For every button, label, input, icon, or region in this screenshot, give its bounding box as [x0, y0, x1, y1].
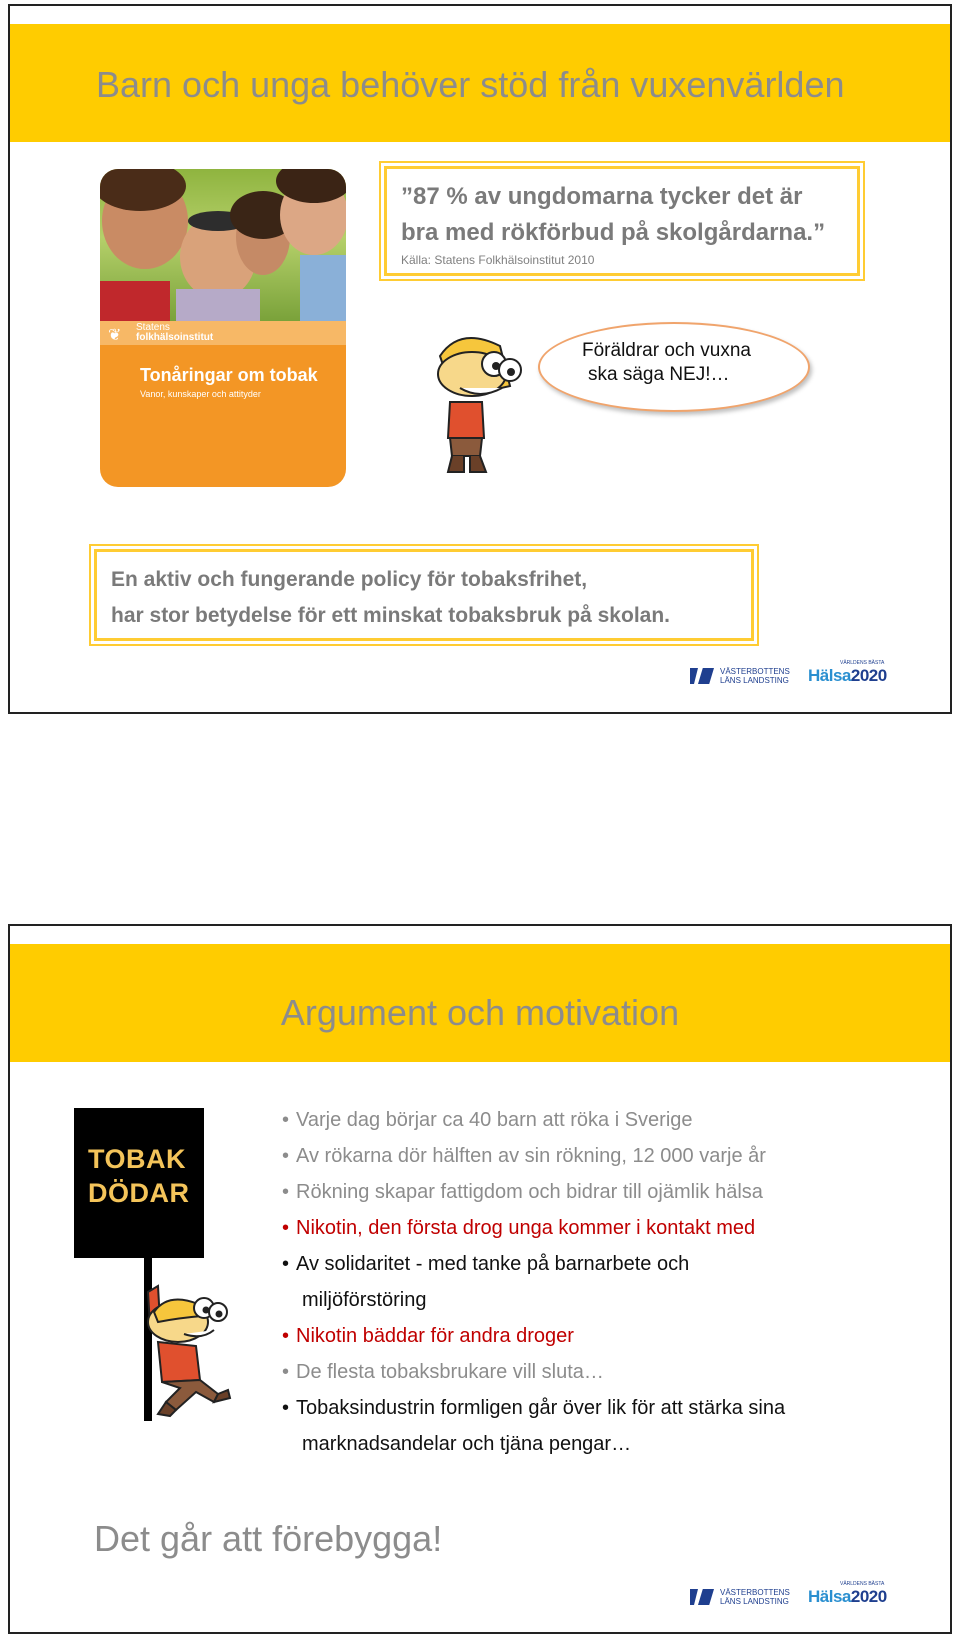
vll-logo-text: VÄSTERBOTTENS LÄNS LANDSTING: [720, 667, 790, 685]
halsa-2020-logo: Hälsa2020: [808, 666, 887, 685]
slide-1: [8, 4, 952, 714]
list-item: • Tobaksindustrin formligen går över lik för att stärka sina marknadsandelar och tjäna pengar…: [282, 1390, 922, 1462]
brochure-cover-image: [100, 169, 346, 487]
vll-logo-text: VÄSTERBOTTENS LÄNS LANDSTING: [720, 1588, 790, 1606]
speech-line-2: ska säga NEJ!…: [588, 364, 730, 385]
teenagers-photo: [100, 169, 346, 321]
list-item: • Nikotin, den första drog unga kommer i kontakt med: [282, 1210, 922, 1246]
halsa-2020-logo: Hälsa2020: [808, 1587, 887, 1606]
closing-statement: Det går att förebygga!: [94, 1518, 443, 1559]
argument-list: [282, 1102, 922, 1462]
speech-bubble: [538, 322, 810, 412]
policy-box: [94, 549, 754, 641]
quote-line-2: bra med rökförbud på skolgårdarna.”: [401, 219, 826, 246]
sign-line-2: DÖDAR: [88, 1178, 190, 1208]
list-item: • Rökning skapar fattigdom och bidrar till ojämlik hälsa: [282, 1174, 922, 1210]
list-item: • Varje dag börjar ca 40 barn att röka i Sverige: [282, 1102, 922, 1138]
list-item: • Av rökarna dör hälften av sin rökning, 12 000 varje år: [282, 1138, 922, 1174]
slide-2-title: Argument och motivation: [280, 992, 680, 1033]
quote-source: Källa: Statens Folkhälsoinstitut 2010: [401, 253, 595, 267]
cartoon-character-icon: [410, 326, 528, 476]
protesting-cartoon-icon: [118, 1282, 238, 1422]
policy-line-1: En aktiv och fungerande policy för tobaksfrihet,: [111, 568, 588, 591]
list-item: • Av solidaritet - med tanke på barnarbete och miljöförstöring: [282, 1246, 922, 1318]
brochure-title: Tonåringar om tobak: [140, 365, 318, 385]
list-item: • Nikotin bäddar för andra droger: [282, 1318, 922, 1354]
list-item: • De flesta tobaksbrukare vill sluta…: [282, 1354, 922, 1390]
footer-logos: VÄSTERBOTTENS LÄNS LANDSTING VÄRLDENS BÄSTA Hälsa2020: [690, 1587, 890, 1609]
tree-logo-icon: ❦: [108, 327, 122, 344]
brochure-subtitle: Vanor, kunskaper och attityder: [140, 389, 261, 399]
sign-line-1: TOBAK: [88, 1144, 187, 1174]
tobak-dodar-sign: [74, 1108, 204, 1258]
quote-box: [384, 166, 860, 276]
slide-2: [8, 924, 952, 1634]
speech-line-1: Föräldrar och vuxna: [582, 340, 751, 361]
footer-logos: VÄSTERBOTTENS LÄNS LANDSTING VÄRLDENS BÄSTA Hälsa2020: [690, 666, 890, 688]
brochure-publisher: Statens folkhälsoinstitut: [136, 322, 214, 343]
policy-line-2: har stor betydelse för ett minskat tobaksbruk på skolan.: [111, 604, 670, 627]
quote-line-1: ”87 % av ungdomarna tycker det är: [401, 183, 803, 210]
slide-1-title: Barn och unga behöver stöd från vuxenvärlden: [96, 64, 845, 105]
